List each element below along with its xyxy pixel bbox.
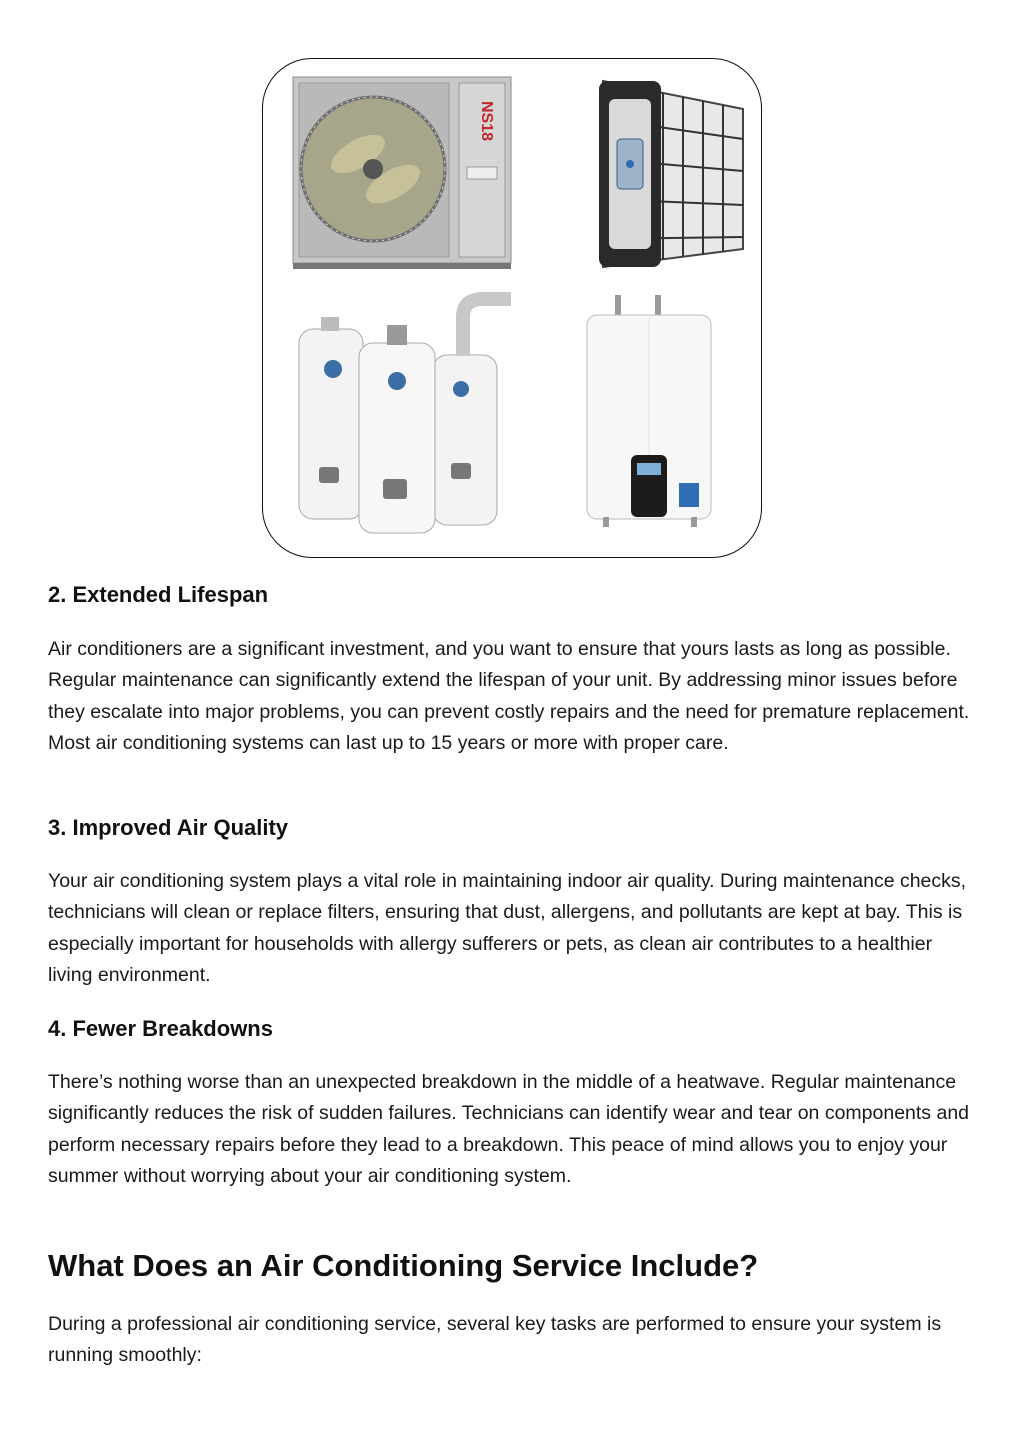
product-image-frame: [262, 58, 762, 558]
main-heading: What Does an Air Conditioning Service Include?: [48, 1248, 759, 1283]
ac-condenser-icon: [293, 77, 511, 269]
section-heading-fewer-breakdowns: 4. Fewer Breakdowns: [48, 1016, 273, 1041]
water-heaters-icon: [299, 299, 511, 533]
section-body-fewer-breakdowns: There’s nothing worse than an unexpected breakdown in the middle of a heatwave. Regular maintenance significantly reduces the risk of sudden failures. Technicians can identify wear and tear on components and perform necessary repairs before they lead to a breakdown. This peace of mind allows you to enjoy your summer without worrying about your air conditioning system.: [48, 1071, 970, 1187]
section-body-extended-lifespan: Air conditioners are a significant investment, and you want to ensure that yours lasts as long as possible. Regular maintenance can significantly extend the lifespan of your unit. By addressing minor issues before they escalate into major problems, you can prevent costly repairs and the need for premature replacement. Most air conditioning systems can last up to 15 years or more with proper care.: [48, 638, 970, 754]
tankless-water-heater-icon: [587, 295, 711, 527]
main-body: During a professional air conditioning service, several key tasks are performed to ensure your system is running smoothly:: [48, 1313, 942, 1367]
section-heading-extended-lifespan: 2. Extended Lifespan: [48, 582, 269, 607]
air-purifier-icon: [599, 81, 743, 267]
section-heading-air-quality: 3. Improved Air Quality: [48, 815, 289, 840]
unit-badge-text: NS18: [478, 100, 495, 142]
section-body-air-quality: Your air conditioning system plays a vital role in maintaining indoor air quality. During maintenance checks, technicians will clean or replace filters, ensuring that dust, allergens, and pollutants are kept at bay. This is especially important for households with allergy sufferers or pets, as clean air contributes to a healthier living environment.: [48, 870, 967, 986]
hvac-products-illustration: [263, 59, 761, 557]
